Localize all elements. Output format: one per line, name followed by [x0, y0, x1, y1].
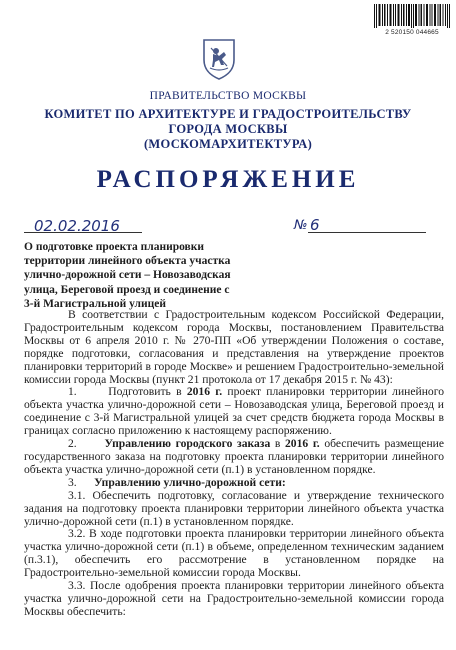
subject-line: территории линейного объекта участка — [24, 255, 231, 268]
clause-text: проект планировки территории линейного объекта участка улично-дорожной сети – Новозаводская улица, Береговой проезд и соединение с 3-й Магистральной улицей за счет средств бюджета города Москвы в границах согласно приложению к настоящему распоряжению. — [24, 385, 444, 438]
document-body — [24, 309, 444, 619]
committee-line-1: КОМИТЕТ ПО АРХИТЕКТУРЕ И ГРАДОСТРОИТЕЛЬСТВУ — [44, 107, 412, 121]
clause-3-2: 3.2. В ходе подготовки проекта планировки территории линейного объекта участка улично-дорожной сети (п.1) в объеме, определенном техническим заданием (п.3.1), обеспечить его рассмотрение в установленном порядке на Градостроительно-земельной комиссии города Москвы. — [24, 527, 444, 580]
barcode-number: 2 520150 044665 — [385, 29, 439, 36]
clause-3-3: 3.3. После одобрения проекта планировки территории линейного объекта участка улично-дорожной сети на Градостроительно-земельной комиссии города Москвы обеспечить: — [24, 579, 444, 618]
committee-line-2: ГОРОДА МОСКВЫ — [168, 122, 288, 136]
subject-line: улично-дорожной сети – Новозаводская — [24, 269, 231, 282]
clause-1 — [24, 386, 444, 438]
moscow-coat-of-arms-icon — [202, 38, 236, 80]
document-title: РАСПОРЯЖЕНИЕ — [96, 166, 360, 193]
preamble-paragraph: В соответствии с Градостроительным кодексом Российской Федерации, Градостроительным кодексом города Москвы, постановлением Правительства Москвы от 6 апреля 2010 г. № 270-ПП «Об утверждении Положения о составе, порядке подготовки, согласования и представления на утверждение проектов планировки территорий в городе Москве» и решением Градостроительно-земельной комиссии города Москвы (пункт 21 протокола от 17 декабря 2015 г. № 43): — [24, 308, 444, 386]
clause-year: 2016 г. — [186, 385, 223, 399]
document-number: 6 — [310, 216, 320, 234]
number-label: № — [294, 218, 308, 233]
clause-text: обеспечить размещение государственного заказа на подготовку проекта планировки территории линейного объекта участка улично-дорожной сети (п.1) в установленном порядке. — [24, 437, 444, 476]
barcode-bars — [374, 4, 450, 28]
government-name: ПРАВИТЕЛЬСТВО МОСКВЫ — [149, 90, 307, 102]
clause-text: в — [270, 437, 285, 451]
document-date: 02.02.2016 — [34, 217, 120, 235]
clause-3 — [24, 477, 444, 490]
clause-text: Подготовить в — [108, 385, 187, 399]
subject-line: 3-й Магистральной улицей — [24, 297, 166, 310]
subject-line: улица, Береговой проезд и соединение с — [24, 283, 230, 296]
number-underline — [308, 232, 426, 233]
clause-addressee: Управлению улично-дорожной сети: — [94, 475, 286, 489]
subject-line: О подготовке проекта планировки — [24, 241, 205, 253]
document-subject — [24, 240, 294, 311]
clause-2 — [24, 438, 444, 477]
clause-year: 2016 г. — [285, 437, 320, 451]
clause-number: 1. — [68, 385, 77, 399]
committee-name — [0, 107, 456, 152]
clause-3-1: 3.1. Обеспечить подготовку, согласование и утверждение технического задания на подготовку проекта планировки территории линейного объекта участка улично-дорожной сети (п.1) в установленном порядке. — [24, 488, 444, 528]
clause-number: 3. — [68, 475, 77, 489]
clause-number: 2. — [68, 437, 77, 451]
clause-addressee: Управлению городского заказа — [104, 437, 271, 451]
committee-line-3: (МОСКОМАРХИТЕКТУРА) — [143, 137, 313, 151]
barcode — [374, 4, 450, 36]
